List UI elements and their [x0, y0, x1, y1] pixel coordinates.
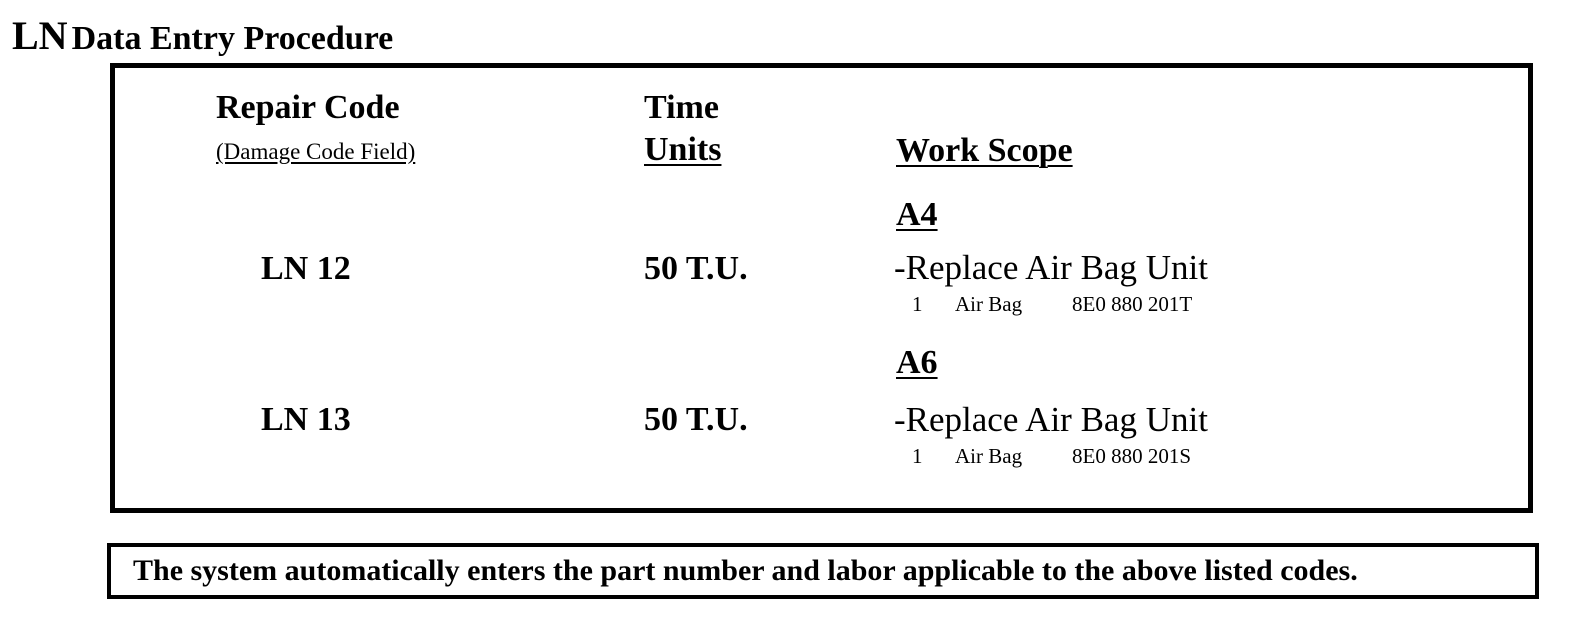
time-units-ln13: 50 T.U. [644, 401, 748, 438]
part-number: 8E0 880 201T [1072, 292, 1193, 316]
section-label-a4: A4 [896, 196, 938, 233]
work-scope-ln13: -Replace Air Bag Unit [894, 400, 1208, 439]
header-units: Units [644, 131, 722, 168]
part-qty: 1 [912, 444, 923, 468]
header-repair-code-sub: (Damage Code Field) [216, 139, 416, 164]
part-line-ln13 [912, 446, 1191, 467]
time-units-ln12: 50 T.U. [644, 250, 748, 287]
work-scope-ln12: -Replace Air Bag Unit [894, 248, 1208, 287]
repair-code-ln13: LN 13 [261, 401, 351, 438]
part-line-ln12 [912, 294, 1192, 315]
section-label-a6: A6 [896, 344, 938, 381]
page-title [12, 13, 394, 58]
header-repair-code: Repair Code [216, 89, 400, 126]
header-work-scope: Work Scope [896, 132, 1073, 169]
part-name: Air Bag [955, 292, 1023, 316]
repair-code-ln12: LN 12 [261, 250, 351, 287]
part-qty: 1 [912, 292, 923, 316]
header-time: Time [644, 89, 719, 126]
title-prefix: LN [12, 13, 68, 58]
part-number: 8E0 880 201S [1072, 444, 1192, 468]
part-name: Air Bag [955, 444, 1023, 468]
note-box [107, 543, 1539, 599]
procedure-table-box [110, 63, 1533, 513]
note-text: The system automatically enters the part number and labor applicable to the above listed codes. [133, 554, 1358, 587]
title-text: Data Entry Procedure [71, 20, 394, 57]
